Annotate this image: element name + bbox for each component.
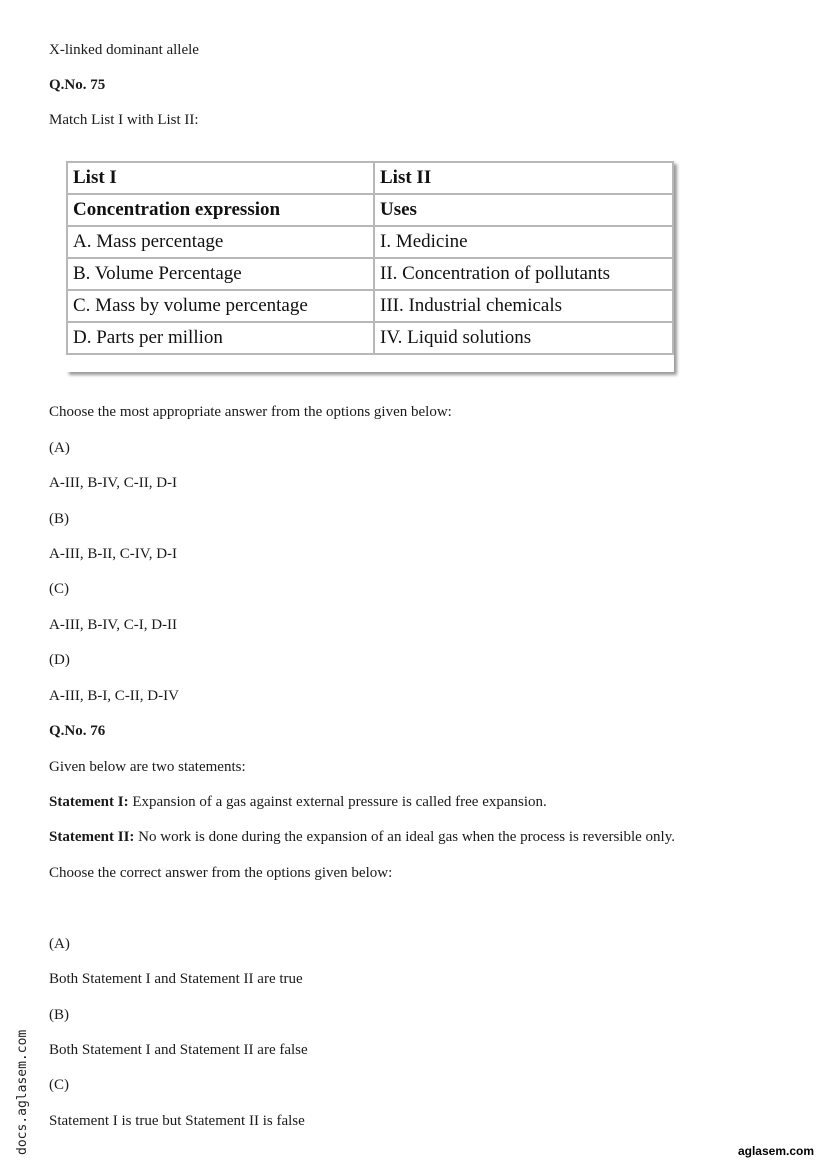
side-watermark bbox=[13, 1000, 33, 1155]
table-header-list-1: List I bbox=[67, 162, 374, 194]
question-75-number: Q.No. 75 bbox=[49, 77, 106, 93]
table-header-list-2: List II bbox=[374, 162, 673, 194]
table-row bbox=[67, 226, 673, 258]
table-cell: III. Industrial chemicals bbox=[374, 290, 673, 322]
table-subheader-row bbox=[67, 194, 673, 226]
table-cell: II. Concentration of pollutants bbox=[374, 258, 673, 290]
statement-1-text: Expansion of a gas against external pressure is called free expansion. bbox=[128, 794, 547, 810]
table-cell: C. Mass by volume percentage bbox=[67, 290, 374, 322]
question-76-instruction: Choose the correct answer from the options given below: bbox=[49, 865, 393, 881]
option-text: Statement I is true but Statement II is false bbox=[49, 1113, 305, 1129]
option-label: (B) bbox=[49, 1007, 69, 1023]
option-text: A-III, B-IV, C-II, D-I bbox=[49, 475, 178, 491]
option-label: (A) bbox=[49, 440, 70, 456]
statement-2-text: No work is done during the expansion of an ideal gas when the process is reversible only. bbox=[134, 829, 675, 845]
option-text: A-III, B-IV, C-I, D-II bbox=[49, 617, 178, 633]
statement-2-label: Statement II: bbox=[49, 829, 135, 845]
table-cell: IV. Liquid solutions bbox=[374, 322, 673, 354]
option-text: Both Statement I and Statement II are false bbox=[49, 1042, 308, 1058]
option-label: (B) bbox=[49, 511, 69, 527]
option-text: A-III, B-II, C-IV, D-I bbox=[49, 546, 178, 562]
option-label: (C) bbox=[49, 1077, 69, 1093]
statement-1-label: Statement I: bbox=[49, 794, 129, 810]
side-watermark-text: docs.aglasem.com bbox=[15, 1029, 30, 1155]
question-76-intro: Given below are two statements: bbox=[49, 759, 246, 775]
table-subheader-list-2: Uses bbox=[374, 194, 673, 226]
option-label: (C) bbox=[49, 581, 69, 597]
table-row bbox=[67, 322, 673, 354]
statement-2 bbox=[49, 828, 675, 846]
previous-answer: X-linked dominant allele bbox=[49, 42, 199, 58]
table-header-row bbox=[67, 162, 673, 194]
question-76-number: Q.No. 76 bbox=[49, 723, 106, 739]
option-label: (D) bbox=[49, 652, 70, 668]
brand-watermark: aglasem.com bbox=[737, 1144, 814, 1158]
question-75-prompt: Match List I with List II: bbox=[49, 112, 199, 128]
table-subheader-list-1: Concentration expression bbox=[67, 194, 374, 226]
statement-1 bbox=[49, 793, 547, 811]
table-cell: I. Medicine bbox=[374, 226, 673, 258]
table-cell: A. Mass percentage bbox=[67, 226, 374, 258]
table-cell: D. Parts per million bbox=[67, 322, 374, 354]
table-row bbox=[67, 290, 673, 322]
option-label: (A) bbox=[49, 936, 70, 952]
match-table bbox=[66, 161, 674, 372]
option-text: A-III, B-I, C-II, D-IV bbox=[49, 688, 179, 704]
table-row bbox=[67, 258, 673, 290]
option-text: Both Statement I and Statement II are true bbox=[49, 971, 303, 987]
table-cell: B. Volume Percentage bbox=[67, 258, 374, 290]
question-75-instruction: Choose the most appropriate answer from the options given below: bbox=[49, 404, 452, 420]
